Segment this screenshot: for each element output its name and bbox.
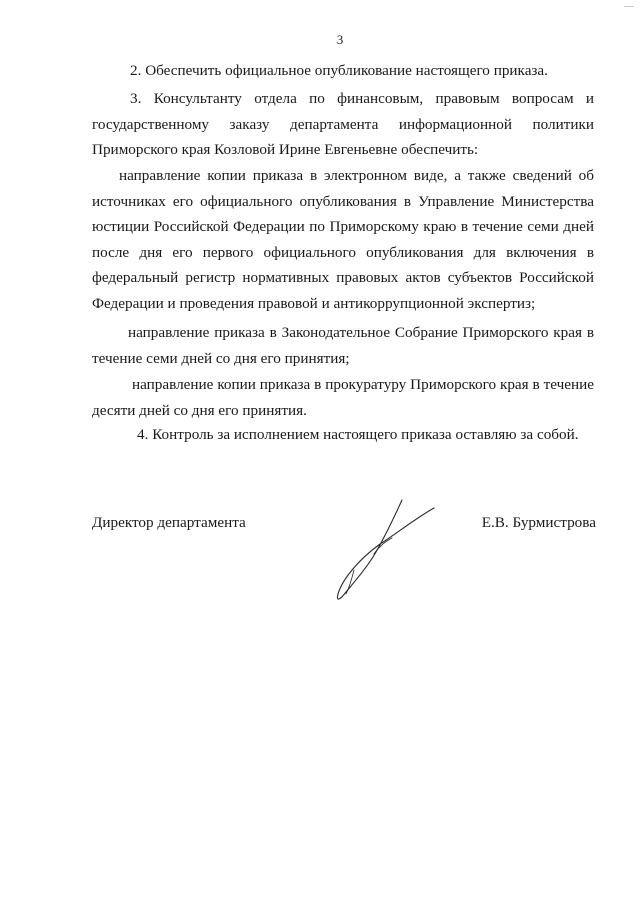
paragraph-3-text: 3. Консультанту отдела по финансовым, правовым вопросам и государственному заказу департамента информационной политики Приморского края Козловой Ирине Евгеньевне обеспечить:	[92, 90, 594, 158]
handwritten-signature	[318, 494, 438, 606]
paragraph-3-item-1-text: направление копии приказа в электронном виде, а также сведений об источниках его официального опубликования в Управление Министерства юстиции Российской Федерации по Приморскому краю в течение семи дней после дня его первого официального опубликования для включения в федеральный регистр нормативных правовых актов субъектов Российской Федерации и проведения правовой и антикоррупционной экспертиз;	[92, 167, 594, 312]
paragraph-3-item-3-text: направление копии приказа в прокуратуру Приморского края в течение десяти дней со дня его принятия.	[92, 376, 594, 419]
page-number: 3	[336, 32, 344, 47]
paragraph-3	[92, 86, 594, 163]
scan-mark	[624, 6, 634, 7]
paragraph-3-item-3	[92, 372, 594, 423]
paragraph-2-text: 2. Обеспечить официальное опубликование настоящего приказа.	[130, 62, 548, 79]
paragraph-3-item-1	[92, 163, 594, 316]
signatory-name: Е.В. Бурмистрова	[481, 514, 596, 531]
paragraph-2	[92, 58, 594, 84]
signatory-position: Директор департамента	[92, 514, 246, 531]
paragraph-4-text: 4. Контроль за исполнением настоящего приказа оставляю за собой.	[137, 426, 579, 443]
paragraph-3-item-2	[92, 320, 594, 371]
paragraph-4	[92, 422, 594, 448]
paragraph-3-item-2-text: направление приказа в Законодательное Собрание Приморского края в течение семи дней со дня его принятия;	[92, 324, 594, 367]
